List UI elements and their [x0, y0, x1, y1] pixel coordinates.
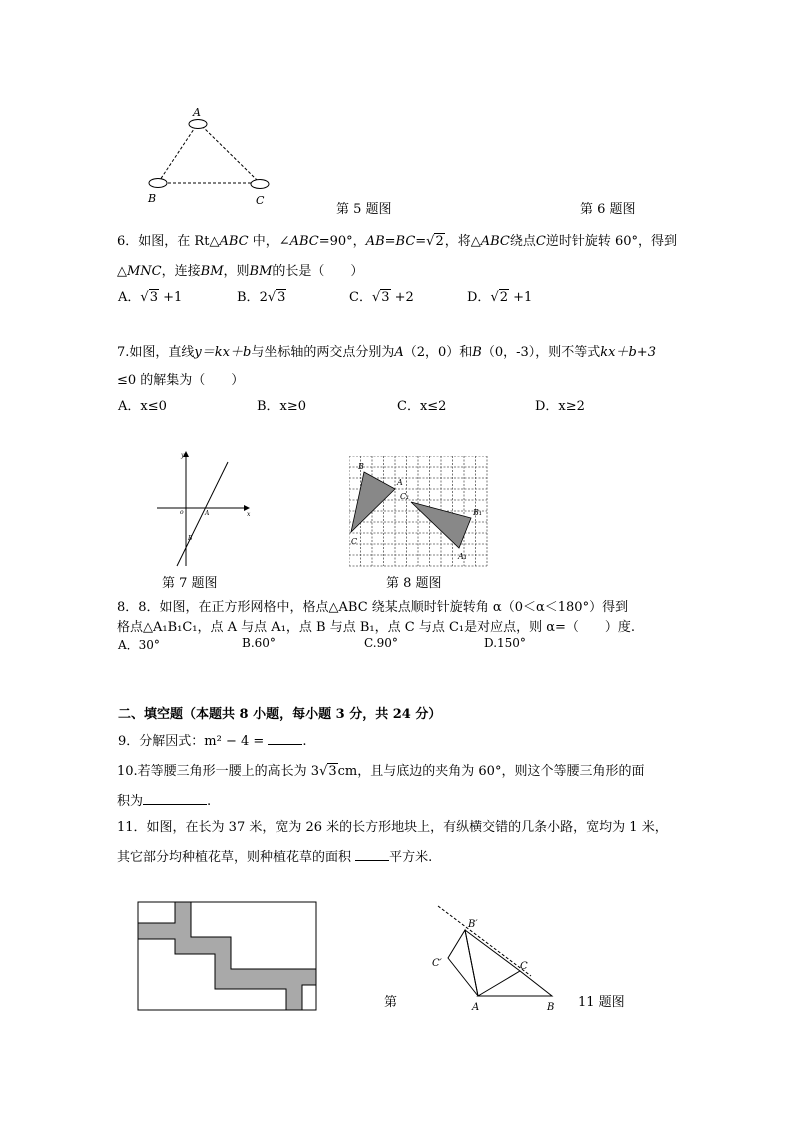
fig5-caption: 第 5 题图	[336, 202, 392, 217]
section-2-title: 二、填空题（本题共 8 小题，每小题 3 分，共 24 分）	[118, 707, 442, 722]
fig7-label-x: x	[247, 511, 251, 518]
q6-option-c[interactable]: C．√3 +2	[349, 290, 414, 305]
sqrt-3: √3	[319, 764, 337, 779]
fig-label-c: C	[520, 961, 528, 972]
q11-answer-blank[interactable]	[355, 860, 389, 861]
fig5-label-b: B	[148, 192, 157, 205]
fig-label-c-prime: C′	[432, 958, 442, 969]
fig7-caption: 第 7 题图	[162, 576, 218, 591]
q6-option-b[interactable]: B．2√3	[237, 290, 286, 305]
fig-triangle-ab-c	[448, 930, 478, 996]
fig8-caption: 第 8 题图	[386, 576, 442, 591]
fig5-label-c: C	[256, 194, 265, 207]
q7-option-a[interactable]: A．x≤0	[118, 399, 167, 414]
fig7-label-b: B	[188, 535, 193, 542]
q6-option-d[interactable]: D．√2 +1	[467, 290, 533, 305]
fig5-label-a: A	[193, 106, 201, 119]
fig5-edge-ab	[160, 126, 196, 180]
fig5-node-c	[251, 180, 269, 189]
q8-option-d[interactable]: D.150°	[484, 636, 526, 650]
fig8-label-c: C	[351, 537, 358, 546]
fig11-caption-post: 11 题图	[578, 995, 625, 1010]
figure-8	[349, 456, 489, 568]
fig8-label-a: A	[397, 478, 403, 487]
fig7-line	[177, 462, 228, 566]
q7-option-b[interactable]: B．x≥0	[257, 399, 307, 414]
question-7: 7.如图，直线y＝kx＋b与坐标轴的两交点分别为A（2，0）和B（0，-3），则不等式kx＋b+3 ≤0 的解集为（ ）	[117, 345, 656, 388]
sqrt-2: √2	[426, 234, 444, 249]
fig7-label-a: A	[205, 510, 210, 517]
question-11: 11．如图，在长为 37 米，宽为 26 米的长方形地块上，有纵横交错的几条小路，宽均为 1 米， 其它部分均种植花草，则种植花草的面积 平方米.	[117, 820, 668, 865]
figure-5	[140, 104, 280, 212]
figure-7	[155, 448, 255, 568]
question-8: 8．8．如图，在正方形网格中，格点△ABC 绕某点顺时针旋转角 α（0＜α＜180°）得到 格点△A₁B₁C₁，点 A 与点 A₁，点 B 与点 B₁，点 C 与点 C₁是对应点，则 α=（ ）度.	[117, 600, 636, 635]
fig-label-b: B	[547, 1002, 555, 1013]
fig7-label-y: y	[181, 452, 185, 459]
fig-dashed-line	[438, 906, 531, 976]
q8-option-b[interactable]: B.60°	[242, 636, 276, 650]
q8-option-c[interactable]: C.90°	[364, 636, 398, 650]
fig5-node-b	[149, 179, 167, 188]
figure-rotation	[428, 903, 558, 1013]
q7-option-d[interactable]: D．x≥2	[535, 399, 585, 414]
figure-11-field	[137, 901, 318, 1013]
fig8-label-b1: B₁	[473, 508, 483, 517]
q8-option-a[interactable]: A．30°	[118, 638, 160, 652]
fig8-triangle-abc	[351, 472, 395, 532]
fig7-label-o: o	[180, 509, 184, 516]
fig-label-a: A	[472, 1002, 480, 1013]
q10-answer-blank[interactable]	[143, 804, 207, 805]
fig-label-b-prime: B′	[468, 919, 478, 930]
q6-option-a[interactable]: A．√3 +1	[118, 290, 183, 305]
fig8-label-c1: C₁	[400, 492, 410, 501]
fig8-label-a1: A₁	[458, 552, 467, 561]
q9-answer-blank[interactable]	[268, 744, 302, 745]
question-9: 9．分解因式：m² − 4 = .	[118, 734, 307, 749]
fig11-caption-pre: 第	[384, 995, 398, 1010]
fig5-edge-ac	[202, 126, 257, 180]
q7-option-c[interactable]: C．x≤2	[397, 399, 447, 414]
fig-triangle-abc	[478, 971, 552, 996]
question-6: 6．如图，在 Rt△ABC 中，∠ABC=90°，AB=BC=√2，将△ABC绕点C逆时针旋转 60°，得到 △MNC，连接BM，则BM的长是（ ）	[117, 227, 687, 287]
fig6-caption: 第 6 题图	[580, 202, 636, 217]
question-10: 10.若等腰三角形一腰上的高长为 3√3cm，且与底边的夹角为 60°，则这个等腰三角形的面 积为 .	[117, 757, 687, 817]
fig8-label-b: B	[358, 462, 364, 471]
q6-number: 6．	[117, 234, 139, 249]
fig5-node-a	[189, 120, 207, 129]
